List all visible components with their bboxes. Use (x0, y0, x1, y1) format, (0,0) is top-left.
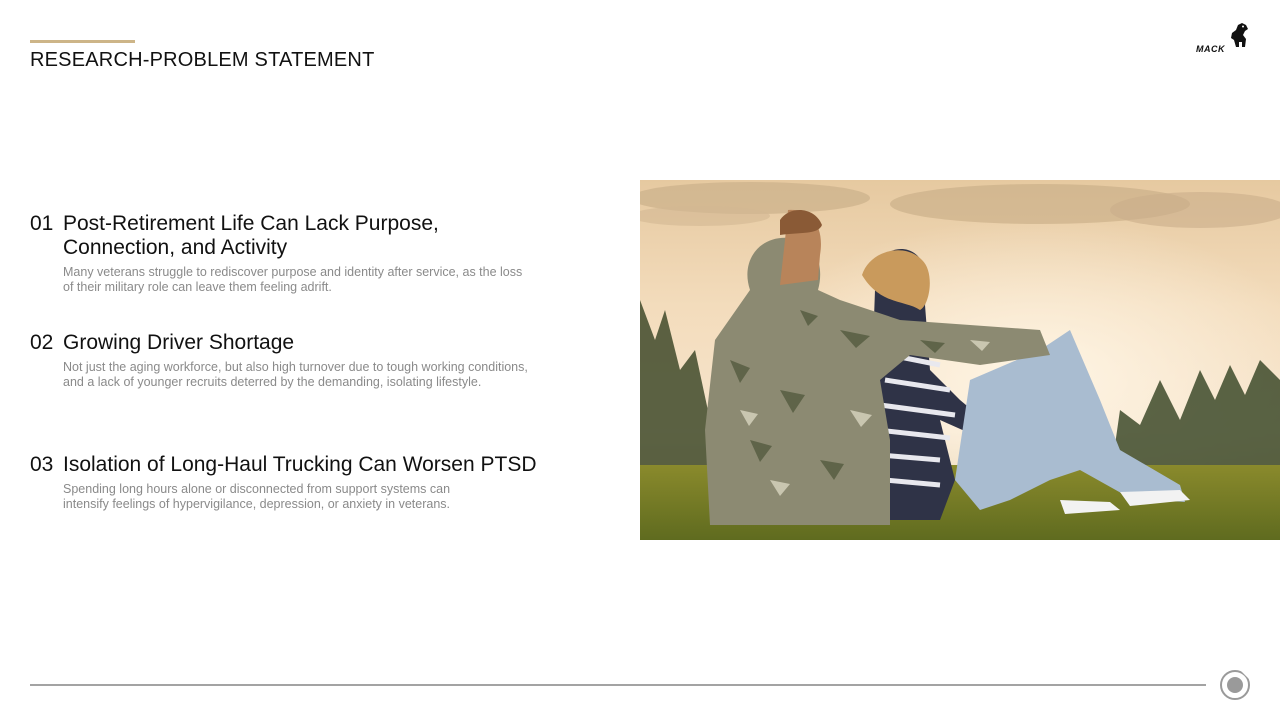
item-description (63, 360, 600, 390)
item-desc-line: of their military role can leave them feeling adrift. (63, 280, 332, 294)
item-description (63, 482, 600, 512)
circle-dot-icon (1219, 669, 1251, 701)
problem-item-3 (30, 453, 600, 512)
veteran-couple-photo (640, 180, 1280, 540)
item-desc-line: and a lack of younger recruits deterred by the demanding, isolating lifestyle. (63, 375, 482, 389)
mack-logo (1196, 22, 1252, 54)
item-title-line: Growing Driver Shortage (63, 331, 295, 354)
item-title-line: Post-Retirement Life Can Lack Purpose, (63, 212, 439, 235)
item-description (63, 265, 600, 295)
item-number: 02 (30, 331, 54, 354)
problem-heading (30, 453, 600, 477)
problem-heading (30, 331, 600, 355)
footer-divider (30, 684, 1206, 686)
item-title-line: Isolation of Long-Haul Trucking Can Worsen PTSD (63, 453, 537, 476)
problem-item-2 (30, 331, 600, 390)
problem-item-1 (30, 212, 600, 295)
item-number: 03 (30, 453, 54, 476)
item-desc-line: Many veterans struggle to rediscover purpose and identity after service, as the loss (63, 265, 523, 279)
item-number: 01 (30, 212, 54, 235)
item-desc-line: intensify feelings of hypervigilance, depression, or anxiety in veterans. (63, 497, 451, 511)
title-accent-bar (30, 40, 135, 43)
item-title-line: Connection, and Activity (63, 236, 288, 259)
bulldog-logo-icon (1228, 22, 1250, 48)
logo-text: MACK (1196, 44, 1225, 54)
item-desc-line: Not just the aging workforce, but also high turnover due to tough working conditions, (63, 360, 528, 374)
page-title: RESEARCH-PROBLEM STATEMENT (30, 49, 375, 71)
problem-heading (30, 212, 600, 260)
item-desc-line: Spending long hours alone or disconnected from support systems can (63, 482, 451, 496)
